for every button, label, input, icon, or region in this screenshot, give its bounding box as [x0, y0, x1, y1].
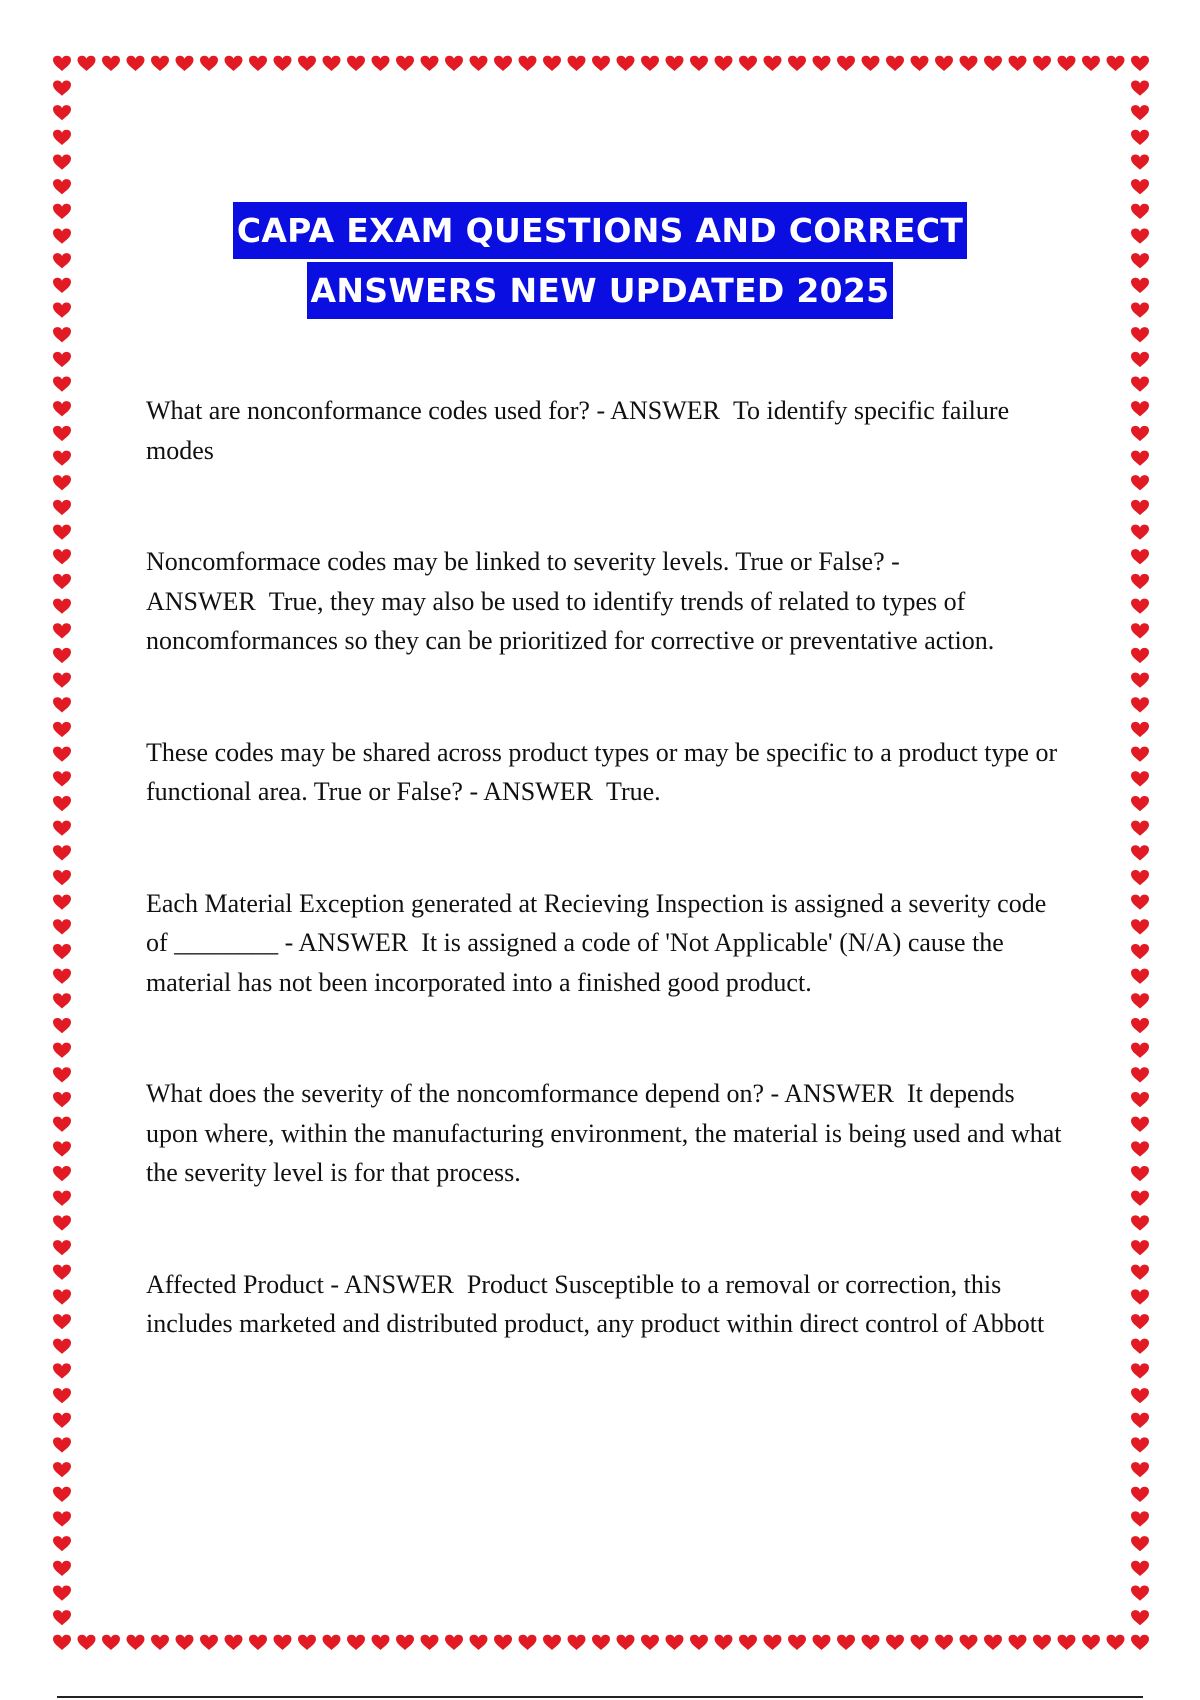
qa-item-1	[146, 391, 1066, 470]
heart-icon	[1131, 919, 1149, 934]
heart-icon	[1033, 56, 1051, 71]
heart-icon	[1131, 525, 1149, 540]
heart-icon	[53, 599, 71, 614]
question-text: What are nonconformance codes used for?	[146, 396, 590, 425]
heart-icon	[1131, 574, 1149, 589]
heart-icon	[249, 56, 267, 71]
heart-icon	[1131, 1437, 1149, 1452]
heart-icon	[323, 1635, 341, 1650]
heart-icon	[1131, 1215, 1149, 1230]
heart-icon	[862, 1635, 880, 1650]
heart-icon	[886, 56, 904, 71]
heart-icon	[421, 56, 439, 71]
heart-icon	[1131, 944, 1149, 959]
heart-icon	[1131, 623, 1149, 638]
heart-icon	[470, 1635, 488, 1650]
heart-icon	[53, 1388, 71, 1403]
heart-icon	[715, 56, 733, 71]
heart-icon	[53, 105, 71, 120]
answer-label: ANSWER	[146, 586, 256, 616]
heart-icon	[53, 500, 71, 515]
heart-icon	[78, 1635, 96, 1650]
heart-icon	[1131, 1462, 1149, 1477]
heart-icon	[298, 1635, 316, 1650]
heart-icon	[53, 1363, 71, 1378]
heart-icon	[813, 56, 831, 71]
heart-icon	[886, 1635, 904, 1650]
question-text: Affected Product	[146, 1269, 324, 1299]
heart-icon	[1131, 549, 1149, 564]
heart-icon	[1131, 130, 1149, 145]
heart-icon	[323, 56, 341, 71]
answer-text: It depends upon where, within the manufacturing environment, the material is being used and what the severity level is for that process.	[146, 1079, 1062, 1187]
heart-icon	[53, 1043, 71, 1058]
heart-icon	[715, 1635, 733, 1650]
heart-icon	[53, 56, 71, 71]
heart-icon	[53, 549, 71, 564]
heart-icon	[1082, 1635, 1100, 1650]
heart-icon	[1131, 1240, 1149, 1255]
heart-icon	[813, 1635, 831, 1650]
heart-icon	[788, 1635, 806, 1650]
heart-icon	[1131, 376, 1149, 391]
heart-icon	[1107, 1635, 1125, 1650]
heart-icon	[1131, 1388, 1149, 1403]
heart-icon	[1058, 1635, 1076, 1650]
answer-text: To identify specific failure modes	[146, 396, 1010, 465]
heart-icon	[53, 969, 71, 984]
heart-icon	[1131, 1561, 1149, 1576]
heart-icon	[78, 56, 96, 71]
heart-icon	[372, 1635, 390, 1650]
heart-icon	[445, 1635, 463, 1650]
answer-label: ANSWER	[784, 1079, 895, 1108]
heart-icon	[53, 426, 71, 441]
heart-icon	[1131, 1067, 1149, 1082]
heart-icon	[1131, 1018, 1149, 1033]
heart-icon	[445, 56, 463, 71]
answer-text: True.	[605, 777, 661, 806]
heart-icon	[53, 1511, 71, 1526]
heart-icon	[200, 1635, 218, 1650]
heart-icon	[739, 56, 757, 71]
heart-icon	[53, 1487, 71, 1502]
question-text: These codes may be shared across product types or may be specific to a product type or functional area. True or False?	[146, 737, 1058, 806]
heart-icon	[788, 56, 806, 71]
heart-icon	[1131, 451, 1149, 466]
heart-icon	[1131, 1166, 1149, 1181]
heart-icon	[1082, 56, 1100, 71]
bottom-divider	[57, 1696, 1143, 1698]
heart-icon	[1009, 1635, 1027, 1650]
heart-icon	[396, 56, 414, 71]
heart-icon	[421, 1635, 439, 1650]
heart-icon	[53, 919, 71, 934]
heart-icon	[53, 1191, 71, 1206]
heart-icon	[1131, 1635, 1149, 1650]
question-text: Noncomformace codes may be linked to severity levels. True or False?	[146, 547, 885, 576]
heart-icon	[53, 1314, 71, 1329]
separator: -	[884, 547, 900, 576]
heart-icon	[1033, 1635, 1051, 1650]
heart-icon	[53, 1437, 71, 1452]
answer-text: True, they may also be used to identify trends of related to types of noncomformances so they can be prioritized for corrective or preventative action.	[146, 586, 995, 655]
heart-icon	[592, 1635, 610, 1650]
heart-icon	[739, 1635, 757, 1650]
heart-icon	[641, 56, 659, 71]
heart-icon	[1131, 870, 1149, 885]
heart-icon	[53, 845, 71, 860]
heart-icon	[1131, 475, 1149, 490]
heart-icon	[1131, 673, 1149, 688]
heart-icon	[1131, 1117, 1149, 1132]
heart-icon	[176, 1635, 194, 1650]
heart-icon	[274, 56, 292, 71]
heart-icon	[53, 451, 71, 466]
answer-label: ANSWER	[344, 1269, 454, 1299]
heart-icon	[53, 1339, 71, 1354]
heart-icon	[53, 623, 71, 638]
heart-icon	[53, 1067, 71, 1082]
heart-icon	[53, 1561, 71, 1576]
heart-icon	[1131, 969, 1149, 984]
heart-icon	[53, 673, 71, 688]
heart-icon	[53, 648, 71, 663]
separator: -	[323, 1269, 345, 1299]
heart-icon	[837, 1635, 855, 1650]
heart-icon	[543, 56, 561, 71]
heart-icon	[1131, 821, 1149, 836]
heart-icon	[641, 1635, 659, 1650]
heart-icon	[1131, 327, 1149, 342]
heart-icon	[53, 574, 71, 589]
heart-icon	[298, 56, 316, 71]
heart-icon	[592, 56, 610, 71]
heart-icon	[1131, 599, 1149, 614]
heart-icon	[862, 56, 880, 71]
heart-icon	[617, 56, 635, 71]
heart-icon	[53, 1413, 71, 1428]
qa-list	[146, 391, 1066, 1344]
heart-icon	[1131, 1092, 1149, 1107]
heart-icon	[1131, 1289, 1149, 1304]
heart-icon	[984, 56, 1002, 71]
heart-icon	[225, 56, 243, 71]
heart-icon	[53, 376, 71, 391]
heart-icon	[53, 1092, 71, 1107]
title-line-2: ANSWERS NEW UPDATED 2025	[307, 262, 894, 319]
heart-icon	[494, 1635, 512, 1650]
qa-item-5	[146, 1074, 1066, 1193]
heart-icon	[347, 56, 365, 71]
heart-icon	[53, 1536, 71, 1551]
qa-item-4	[146, 884, 1066, 1003]
heart-icon	[127, 1635, 145, 1650]
heart-icon	[1058, 56, 1076, 71]
heart-icon	[1131, 500, 1149, 515]
heart-icon	[617, 1635, 635, 1650]
heart-icon	[1131, 1536, 1149, 1551]
heart-icon	[764, 1635, 782, 1650]
heart-icon	[53, 154, 71, 169]
heart-icon	[102, 56, 120, 71]
heart-icon	[764, 56, 782, 71]
heart-icon	[1131, 1511, 1149, 1526]
heart-icon	[53, 1141, 71, 1156]
heart-icon	[519, 1635, 537, 1650]
heart-icon	[1131, 1339, 1149, 1354]
heart-icon	[1131, 1265, 1149, 1280]
heart-icon	[151, 56, 169, 71]
heart-icon	[960, 56, 978, 71]
heart-icon	[1131, 1487, 1149, 1502]
heart-icon	[53, 401, 71, 416]
heart-icon	[1131, 993, 1149, 1008]
separator: -	[764, 1079, 785, 1108]
heart-icon	[53, 475, 71, 490]
answer-text: It is assigned a code of 'Not Applicable' (N/A) cause the material has not been incorporated into a finished good product.	[146, 928, 1004, 997]
heart-icon	[200, 56, 218, 71]
heart-icon	[1131, 1610, 1149, 1625]
heart-icon	[690, 56, 708, 71]
heart-icon	[53, 327, 71, 342]
heart-icon	[470, 56, 488, 71]
question-text: What does the severity of the noncomformance depend on?	[146, 1079, 764, 1108]
heart-icon	[1131, 1585, 1149, 1600]
heart-icon	[1107, 56, 1125, 71]
heart-icon	[568, 1635, 586, 1650]
heart-icon	[53, 80, 71, 95]
heart-icon	[1131, 895, 1149, 910]
heart-icon	[1131, 1363, 1149, 1378]
heart-icon	[53, 1166, 71, 1181]
heart-icon	[1131, 154, 1149, 169]
answer-label: ANSWER	[483, 777, 593, 806]
heart-icon	[1131, 179, 1149, 194]
heart-icon	[274, 1635, 292, 1650]
heart-icon	[53, 1117, 71, 1132]
heart-icon	[53, 747, 71, 762]
separator: -	[589, 396, 611, 425]
heart-icon	[53, 1240, 71, 1255]
heart-icon	[911, 56, 929, 71]
separator: -	[462, 777, 484, 806]
heart-icon	[53, 1265, 71, 1280]
heart-icon	[494, 56, 512, 71]
heart-icon	[53, 796, 71, 811]
separator: -	[278, 928, 299, 957]
heart-icon	[1131, 105, 1149, 120]
heart-icon	[53, 1289, 71, 1304]
heart-icon	[1131, 771, 1149, 786]
heart-icon	[666, 56, 684, 71]
heart-icon	[53, 1462, 71, 1477]
heart-icon	[1131, 352, 1149, 367]
heart-icon	[543, 1635, 561, 1650]
heart-icon	[53, 130, 71, 145]
heart-icon	[102, 1635, 120, 1650]
heart-icon	[127, 56, 145, 71]
heart-icon	[1131, 401, 1149, 416]
heart-icon	[53, 722, 71, 737]
heart-icon	[53, 1215, 71, 1230]
heart-icon	[53, 821, 71, 836]
heart-icon	[53, 525, 71, 540]
heart-icon	[53, 870, 71, 885]
heart-icon	[53, 352, 71, 367]
heart-icon	[53, 895, 71, 910]
heart-icon	[690, 1635, 708, 1650]
question-text: Each Material Exception generated at Recieving Inspection is assigned a severity code of ________	[146, 888, 1047, 957]
heart-icon	[53, 1635, 71, 1650]
heart-icon	[837, 56, 855, 71]
heart-icon	[666, 1635, 684, 1650]
heart-icon	[347, 1635, 365, 1650]
heart-icon	[935, 1635, 953, 1650]
heart-icon	[1131, 426, 1149, 441]
heart-icon	[519, 56, 537, 71]
heart-icon	[1131, 56, 1149, 71]
heart-icon	[53, 1585, 71, 1600]
heart-icon	[372, 56, 390, 71]
heart-icon	[1131, 796, 1149, 811]
heart-icon	[53, 179, 71, 194]
heart-icon	[960, 1635, 978, 1650]
heart-icon	[1131, 1141, 1149, 1156]
heart-icon	[176, 56, 194, 71]
heart-icon	[1009, 56, 1027, 71]
answer-label: ANSWER	[298, 928, 409, 957]
heart-icon	[53, 944, 71, 959]
title-line-1: CAPA EXAM QUESTIONS AND CORRECT	[233, 202, 967, 259]
heart-icon	[53, 697, 71, 712]
heart-icon	[151, 1635, 169, 1650]
heart-icon	[1131, 80, 1149, 95]
answer-label: ANSWER	[610, 396, 720, 425]
heart-icon	[53, 993, 71, 1008]
heart-icon	[53, 771, 71, 786]
heart-icon	[911, 1635, 929, 1650]
heart-icon	[984, 1635, 1002, 1650]
answer-text: Product Susceptible to a removal or correction, this includes marketed and distributed product, any product within direct control of Abbott	[146, 1269, 1045, 1338]
qa-item-3	[146, 733, 1066, 812]
qa-item-6	[146, 1265, 1066, 1344]
heart-icon	[1131, 1191, 1149, 1206]
heart-icon	[1131, 747, 1149, 762]
heart-icon	[225, 1635, 243, 1650]
heart-icon	[568, 56, 586, 71]
heart-icon	[396, 1635, 414, 1650]
qa-item-2	[146, 542, 1066, 661]
heart-icon	[249, 1635, 267, 1650]
heart-icon	[53, 1610, 71, 1625]
heart-icon	[1131, 1314, 1149, 1329]
heart-icon	[1131, 722, 1149, 737]
heart-icon	[53, 1018, 71, 1033]
document-title	[0, 202, 1200, 322]
heart-icon	[935, 56, 953, 71]
heart-icon	[1131, 697, 1149, 712]
heart-icon	[1131, 845, 1149, 860]
heart-icon	[1131, 648, 1149, 663]
heart-icon	[1131, 1043, 1149, 1058]
heart-icon	[1131, 1413, 1149, 1428]
